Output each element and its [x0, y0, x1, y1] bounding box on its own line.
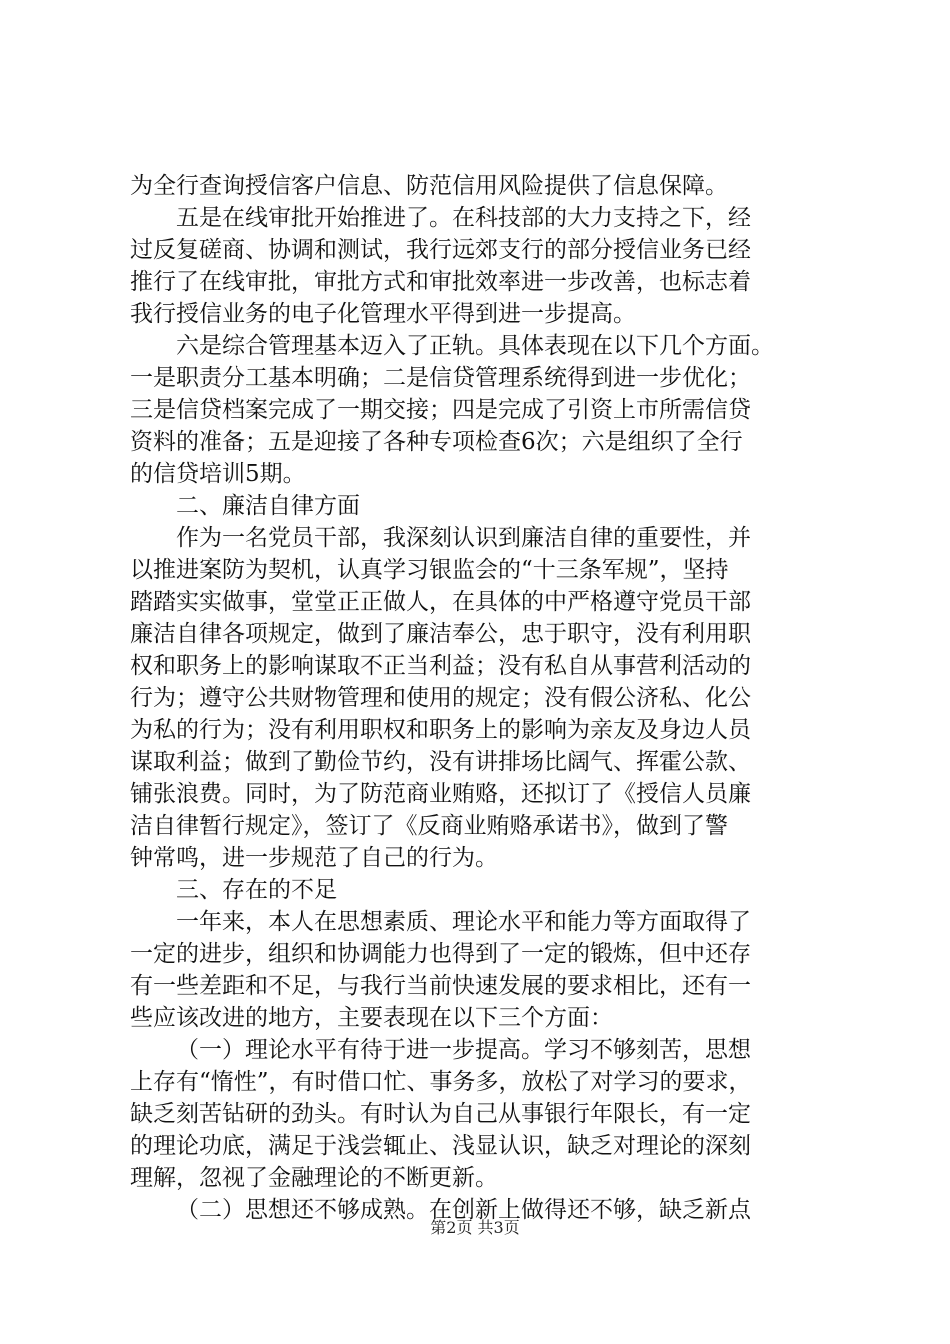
text-line: 作为一名党员干部，我深刻认识到廉洁自律的重要性，并 — [176, 525, 751, 551]
text-line: 三、存在的不足 — [176, 877, 337, 903]
text-line: （一）理论水平有待于进一步提高。学习不够刻苦，思想 — [176, 1037, 751, 1063]
text-line: 我行授信业务的电子化管理水平得到进一步提高。 — [130, 301, 636, 327]
text-line: 谋取利益；做到了勤俭节约，没有讲排场比阔气、挥霍公款、 — [130, 749, 751, 775]
document-body — [130, 170, 832, 1226]
text-line: 洁自律暂行规定》，签订了《反商业贿赂承诺书》，做到了警 — [130, 813, 728, 839]
text-line: 理解，忽视了金融理论的不断更新。 — [130, 1165, 498, 1191]
text-line: 有一些差距和不足，与我行当前快速发展的要求相比，还有一 — [130, 973, 751, 999]
text-line: 廉洁自律各项规定，做到了廉洁奉公，忠于职守，没有利用职 — [130, 621, 751, 647]
text-line: 六是综合管理基本迈入了正轨。具体表现在以下几个方面。 — [176, 333, 774, 359]
text-line: 过反复磋商、协调和测试，我行远郊支行的部分授信业务已经 — [130, 237, 751, 263]
text-line: 的理论功底，满足于浅尝辄止、浅显认识，缺乏对理论的深刻 — [130, 1133, 751, 1159]
text-line: 行为；遵守公共财物管理和使用的规定；没有假公济私、化公 — [130, 685, 751, 711]
text-line: 一定的进步，组织和协调能力也得到了一定的锻炼，但中还存 — [130, 941, 751, 967]
text-line: 为全行查询授信客户信息、防范信用风险提供了信息保障。 — [130, 173, 728, 199]
text-line: 缺乏刻苦钻研的劲头。有时认为自己从事银行年限长，有一定 — [130, 1101, 751, 1127]
page-footer: 第2页 共3页 — [430, 1218, 520, 1237]
text-line: 资料的准备；五是迎接了各种专项检查6次；六是组织了全行 — [130, 429, 743, 455]
text-line: 铺张浪费。同时，为了防范商业贿赂，还拟订了《授信人员廉 — [130, 781, 751, 807]
text-line: 踏踏实实做事，堂堂正正做人，在具体的中严格遵守党员干部 — [130, 589, 751, 615]
text-line: 二、廉洁自律方面 — [176, 493, 360, 519]
text-line: 的信贷培训5期。 — [130, 461, 306, 487]
text-line: 推行了在线审批，审批方式和审批效率进一步改善，也标志着 — [130, 269, 751, 295]
text-line: （二）思想还不够成熟。在创新上做得还不够，缺乏新点 — [176, 1197, 751, 1223]
text-line: 为私的行为；没有利用职权和职务上的影响为亲友及身边人员 — [130, 717, 751, 743]
text-line: 一是职责分工基本明确；二是信贷管理系统得到进一步优化； — [130, 365, 751, 391]
text-line: 钟常鸣，进一步规范了自己的行为。 — [130, 845, 498, 871]
text-line: 以推进案防为契机，认真学习银监会的“十三条军规”，坚持 — [130, 557, 729, 583]
text-line: 三是信贷档案完成了一期交接；四是完成了引资上市所需信贷 — [130, 397, 751, 423]
text-line: 一年来，本人在思想素质、理论水平和能力等方面取得了 — [176, 909, 751, 935]
text-line: 权和职务上的影响谋取不正当利益；没有私自从事营利活动的 — [130, 653, 751, 679]
text-line: 些应该改进的地方，主要表现在以下三个方面： — [130, 1005, 613, 1031]
text-line: 上存有“惰性”，有时借口忙、事务多，放松了对学习的要求， — [130, 1069, 752, 1095]
text-line: 五是在线审批开始推进了。在科技部的大力支持之下，经 — [176, 205, 751, 231]
